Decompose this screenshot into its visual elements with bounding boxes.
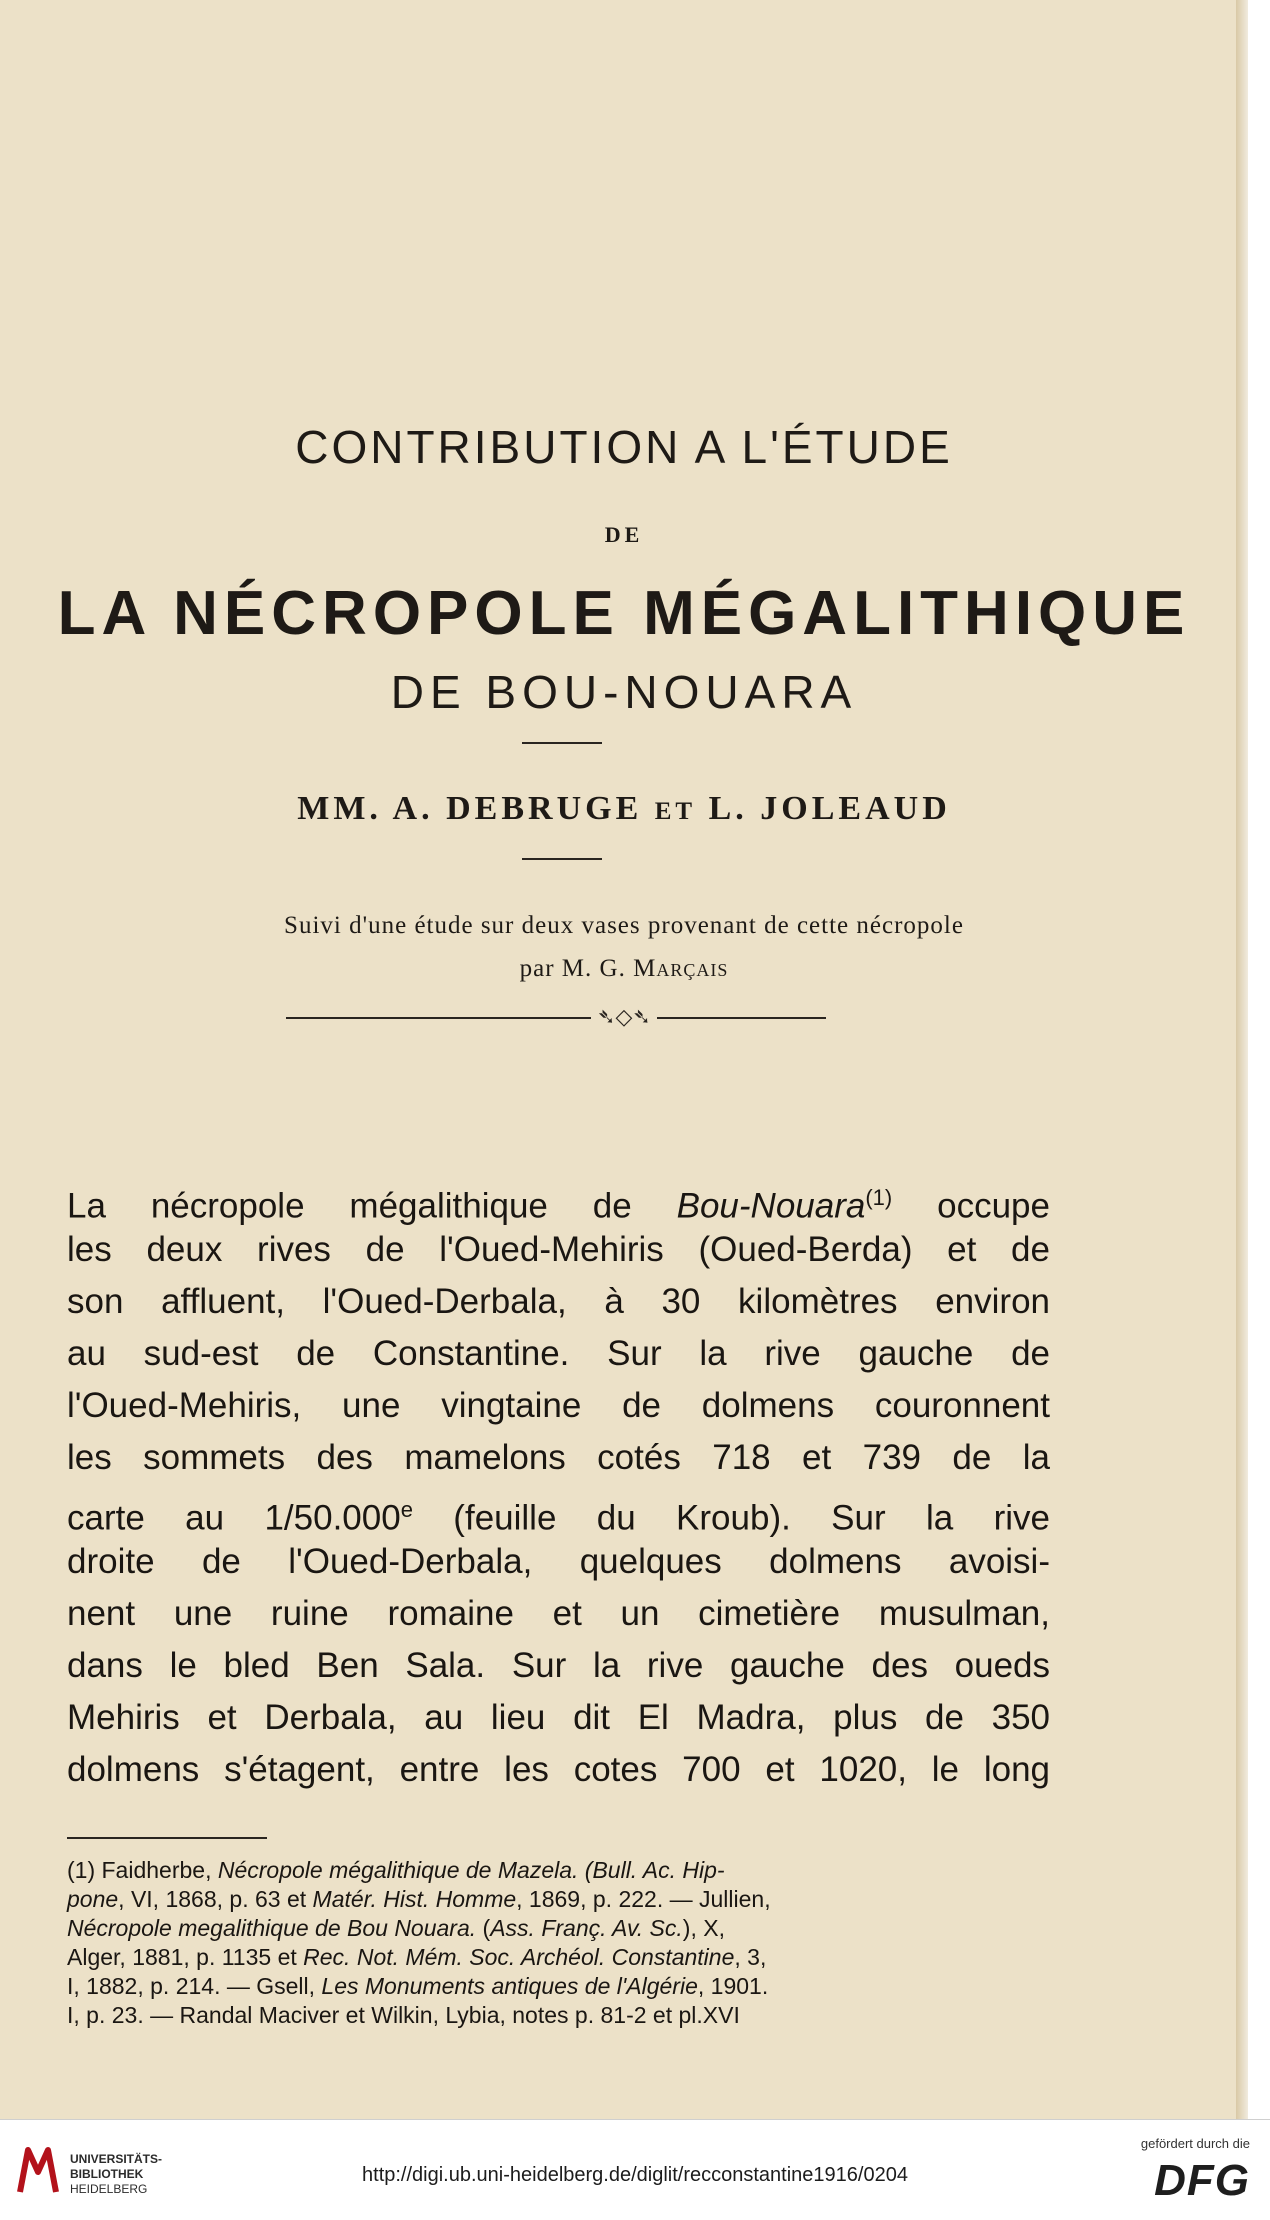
body-paragraph — [67, 1172, 1050, 1796]
body-line: Mehiris et Derbala, au lieu dit El Madra, plus de 350 — [67, 1698, 1050, 1737]
authors-line — [0, 790, 1248, 828]
subtitle-line-2 — [0, 955, 1248, 983]
title-line-2: DE — [604, 522, 644, 547]
body-line: carte au 1/50.000e (feuille du Kroub). Sur la rive — [67, 1497, 1050, 1538]
footnote — [67, 1856, 1050, 2030]
body-line: La nécropole mégalithique de Bou-Nouara$^{(1)}$ occupe — [67, 1185, 1050, 1226]
body-line: au sud-est de Constantine. Sur la rive gauche de — [67, 1334, 1050, 1373]
body-line: les deux rives de l'Oued-Mehiris (Oued-Berda) et de — [67, 1230, 1050, 1269]
subtitle-par: par M. G. — [519, 955, 626, 982]
title-line-4: DE BOU-NOUARA — [390, 666, 858, 718]
title-line-3: LA NÉCROPOLE MÉGALITHIQUE — [57, 579, 1191, 648]
subtitle-author: Marçais — [633, 955, 729, 982]
body-line: l'Oued-Mehiris, une vingtaine de dolmens couronnent — [67, 1386, 1050, 1425]
body-line: dolmens s'étagent, entre les cotes 700 et 1020, le long — [67, 1750, 1050, 1789]
body-line: nent une ruine romaine et un cimetière musulman, — [67, 1594, 1050, 1633]
library-name-line: HEIDELBERG — [70, 2182, 148, 2196]
footnote-line: I, p. 23. — Randal Maciver et Wilkin, Lybia, notes p. 81-2 et pl.XVI — [67, 2002, 740, 2028]
superscript: (1) — [865, 1185, 893, 1210]
body-line: droite de l'Oued-Derbala, quelques dolmens avoisi- — [67, 1542, 1050, 1581]
footnote-line: Nécropole megalithique de Bou Nouara. (Ass. Franç. Av. Sc.), X, — [67, 1915, 725, 1941]
body-line: les sommets des mamelons cotés 718 et 739 de la — [67, 1438, 1050, 1477]
dfg-logo[interactable]: DFG — [1154, 2156, 1250, 2205]
footnote-line: Alger, 1881, p. 1135 et Rec. Not. Mém. Soc. Archéol. Constantine, 3, — [67, 1944, 767, 1970]
footnote-line: I, 1882, p. 214. — Gsell, Les Monuments antiques de l'Algérie, 1901. — [67, 1973, 769, 1999]
separator-rule — [522, 858, 602, 860]
authors-first: MM. A. DEBRUGE — [297, 790, 643, 827]
superscript: e — [400, 1497, 413, 1522]
body-line: son affluent, l'Oued-Derbala, à 30 kilomètres environ — [67, 1282, 1050, 1321]
ornament — [0, 1004, 1248, 1030]
subtitle-line-1: Suivi d'une étude sur deux vases provenant de cette nécropole — [284, 912, 964, 939]
library-name-line: BIBLIOTHEK — [70, 2167, 144, 2181]
funder-caption: gefördert durch die — [1140, 2136, 1250, 2151]
permalink[interactable]: http://digi.ub.uni-heidelberg.de/diglit/recconstantine1916/0204 — [362, 2164, 908, 2186]
body-line: dans le bled Ben Sala. Sur la rive gauche des oueds — [67, 1646, 1050, 1685]
authors-second: L. JOLEAUD — [708, 790, 951, 827]
separator-rule — [522, 742, 602, 744]
footnote-rule — [67, 1837, 267, 1839]
footnote-line: pone, VI, 1868, p. 63 et Matér. Hist. Homme, 1869, p. 222. — Jullien, — [67, 1886, 771, 1912]
viewer-footer — [0, 2119, 1270, 2220]
ornament-glyph: ➴◇➴ — [591, 1004, 657, 1029]
place-name: Bou-Nouara — [676, 1186, 866, 1226]
page-edge — [1236, 0, 1248, 2119]
title-line-1: CONTRIBUTION A L'ÉTUDE — [295, 421, 953, 473]
footnote-line: (1) Faidherbe, Nécropole mégalithique de Mazela. (Bull. Ac. Hip- — [67, 1857, 725, 1883]
library-name-line: UNIVERSITÄTS- — [70, 2152, 163, 2166]
authors-conjunction: ET — [654, 798, 697, 825]
